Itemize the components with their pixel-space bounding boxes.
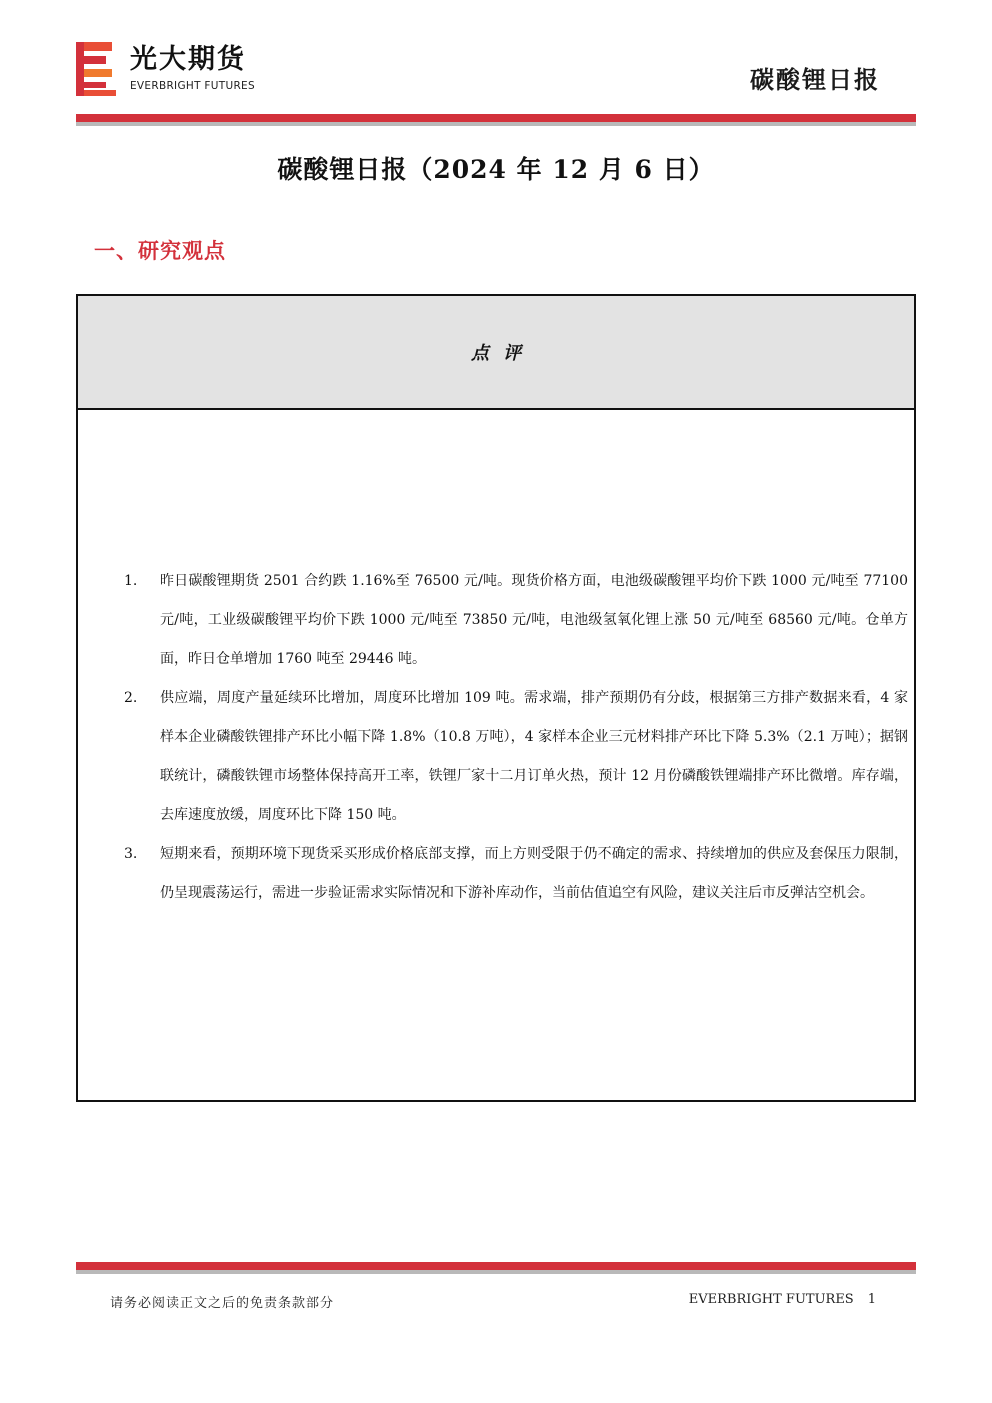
page-number: 1 <box>867 1292 876 1307</box>
footer-divider <box>76 1262 916 1274</box>
footer-right <box>689 1292 876 1307</box>
list-item-text: 昨日碳酸锂期货 2501 合约跌 1.16%至 76500 元/吨。现货价格方面，电池级碳酸锂平均价下跌 1000 元/吨至 77100 元/吨，工业级碳酸锂平均价下跌 1000 元/吨至 73850 元/吨，电池级氢氧化锂上涨 50 元/吨至 68560 元/吨。仓单方面，昨日仓单增加 1760 吨至 29446 吨。 <box>160 573 908 667</box>
disclaimer-note: 请务必阅读正文之后的免责条款部分 <box>110 1296 335 1311</box>
list-item <box>122 679 908 835</box>
logo-chinese-name: 光大期货 <box>130 44 246 75</box>
logo-english-name: EVERBRIGHT FUTURES <box>130 80 255 92</box>
list-item-number: 1. <box>124 573 138 589</box>
list-item-number: 3. <box>124 846 138 862</box>
commentary-panel <box>76 294 916 1102</box>
everbright-logo-icon <box>76 42 116 96</box>
section-heading: 一、研究观点 <box>94 239 226 263</box>
list-item <box>122 562 908 679</box>
panel-header <box>78 296 914 410</box>
header-divider <box>76 114 916 126</box>
list-item-text: 短期来看，预期环境下现货采买形成价格底部支撑，而上方则受限于仍不确定的需求、持续增加的供应及套保压力限制，仍呈现震荡运行，需进一步验证需求实际情况和下游补库动作，当前估值追空有风险，建议关注后市反弹沽空机会。 <box>160 846 908 901</box>
list-item-number: 2. <box>124 690 138 706</box>
list-item-text: 供应端，周度产量延续环比增加，周度环比增加 109 吨。需求端，排产预期仍有分歧，根据第三方排产数据来看，4 家样本企业磷酸铁锂排产环比小幅下降 1.8%（10.8 万吨），4 家样本企业三元材料排产环比下降 5.3%（2.1 万吨）；据钢联统计，磷酸铁锂市场整体保持高开工率，铁锂厂家十二月订单火热，预计 12 月份磷酸铁锂端排产环比微增。库存端，去库速度放缓，周度环比下降 150 吨。 <box>160 690 908 823</box>
list-item <box>122 835 908 913</box>
commentary-list <box>122 562 908 913</box>
report-name: 碳酸锂日报 <box>750 66 880 94</box>
document-title: 碳酸锂日报（2024 年 12 月 6 日） <box>277 155 715 184</box>
footer-company: EVERBRIGHT FUTURES <box>688 1292 854 1307</box>
company-logo <box>76 42 286 98</box>
panel-header-label: 点评 <box>471 343 535 364</box>
